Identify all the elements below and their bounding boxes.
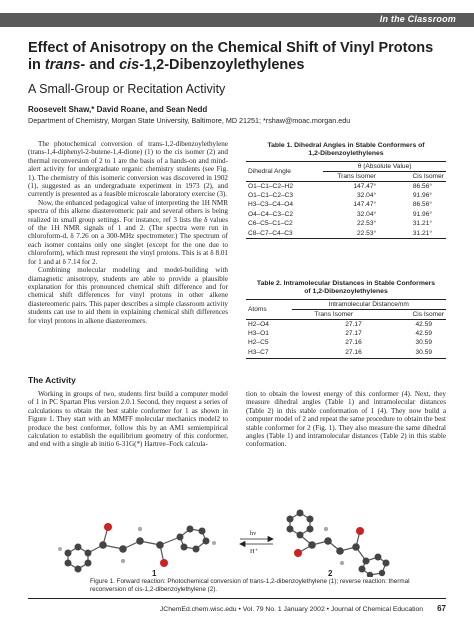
table-row: H3–O1 27.17 42.59: [248, 329, 432, 337]
table-2-grid: [246, 299, 446, 359]
activity-column-left: [28, 390, 228, 449]
table-2: [246, 280, 446, 359]
article-affiliation: Department of Chemistry, Morgan State University, Baltimore, MD 21251; *rshaw@moac.morgan.edu: [28, 116, 351, 125]
table-row: H2–C5 27.16 30.59: [248, 339, 432, 347]
table-2-col-cis: Cis Isomer: [412, 311, 444, 318]
table-row: C8–C7–C4–C3 22.53° 31.21°: [246, 229, 446, 239]
table-row: O1–C1–C2–C3 32.04° 91.96°: [248, 191, 432, 199]
journal-citation: JChemEd.chem.wisc.edu • Vol. 79 No. 1 January 2002 • Journal of Chemical Education: [159, 606, 424, 613]
section-header-bar: [0, 13, 474, 27]
table-row: H2–O4 27.17 42.59: [248, 320, 432, 328]
table-1-col-group: θ (Absolute Value): [323, 162, 446, 172]
intro-column: [28, 140, 228, 325]
cis-molecule-atoms: [287, 510, 390, 578]
intro-paragraph-2: Now, the enhanced pedagogical value of interpreting the 1H NMR spectra of this alkene diastereomeric pair and several others is being realized in small group settings. For instance, ref 3 lists the δ values of the 1H NMR signals of 1 and 2. (The spectra were run in chloroform-d, δ 7.26 on a 300-MHz spectrometer.) The spectrum of each isomer contains only one singlet (except for the one due to chloroform), which must represent the vinyl protons. This is at δ 8.01 for 1 and at δ 7.14 for 2.: [28, 198, 228, 266]
table-2-col-group: Intramolecular Distance/nm: [292, 300, 446, 310]
table-1-col-trans: Trans Isomer: [337, 173, 376, 180]
reaction-scheme: [28, 505, 446, 577]
table-2-col-trans: Trans Isomer: [314, 311, 353, 318]
title-and: and: [85, 57, 120, 73]
table-row: O1–C1–C2–H2 147.47° 86.56°: [248, 182, 432, 190]
title-compound: 1,2-Dibenzoylethylenes: [144, 57, 305, 73]
reaction-arrows: [240, 537, 273, 547]
activity-paragraph-2: tion to obtain the lowest energy of this conformer (4). Next, they measure dihedral angles (Table 1) and intramolecular distances (Table 2) in this stable conformation of 1 (4). They now build a computer model of 2 and repeat the same procedure to obtain the best stable conformer for 2 (Fig. 1). They also measure the same dihedral angles (Table 1) and intramolecular distances (Table 2) in this stable conformation.: [246, 390, 446, 449]
table-2-col-label: Atoms: [248, 306, 267, 313]
section-tag: In the Classroom: [379, 14, 456, 24]
article-authors: Roosevelt Shaw,* David Roane, and Sean Nedd: [28, 105, 208, 114]
footer-divider: [28, 598, 446, 599]
figure-1-caption: Figure 1. Forward reaction: Photochemical conversion of trans-1,2-dibenzoylethylene (1); reverse reaction: thermal reconversion of cis-1,2-dibenzoylethylene (2).: [90, 578, 410, 593]
reverse-arrow-label: H⁺: [250, 548, 259, 555]
title-in: in: [28, 57, 45, 73]
title-trans: trans-: [44, 57, 86, 73]
page-number: 67: [437, 604, 446, 613]
page-footer: [28, 604, 446, 613]
compound-2-label: 2: [328, 569, 333, 577]
compound-1-label: 1: [152, 569, 157, 577]
activity-paragraph-1: Working in groups of two, students first build a computer model of 1 in PC Spartan Plus version 2.0.1 Second, they request a series of calculations to obtain the best stable conformer for 1 as shown in Figure 1. They start with an MMFF molecular mechanics model2 to produce the best conformer, follow this by an AM1 semiempirical calculation to establish the equilibrium geometry of this conformer, and end with a single ab initio 6-31G(*) Hartree–Fock calcula-: [28, 390, 228, 449]
title-line-1: Effect of Anisotropy on the Chemical Shift of Vinyl Protons: [28, 40, 434, 56]
table-row: C6–C5–C1–C2 22.53° 31.21°: [248, 220, 432, 228]
table-1-caption: Table 1. Dihedral Angles in Stable Conformers of 1,2-Dibenzoylethylenes: [267, 142, 425, 157]
table-row: O4–C4–C3–C2 32.04° 91.96°: [248, 210, 432, 218]
table-2-caption: Table 2. Intramolecular Distances in Stable Conformers of 1,2-Dibenzoylethylenes: [256, 280, 436, 295]
title-cis: cis-: [119, 57, 145, 73]
activity-column-right: [246, 390, 446, 449]
figure-1: [28, 505, 446, 577]
table-1-grid: [246, 161, 446, 239]
intro-paragraph-1: The photochemical conversion of trans-1,2-dibenzoylethylene (trans-1,4-diphenyl-2-butene-1,4-dione) (1) to the cis isomer (2) and thermal reconversion of 2 to 1 are the basis of a hands-on and mind-alert activity for undergraduate organic chemistry students (see Fig. 1). The chemistry of this isomeric conversion was discovered in 1902 (1), suggested as an undergraduate experiment in 1973 (2), and currently is presented as a feasible microscale laboratory exercise (3).: [28, 140, 228, 199]
table-row: H3–C3–C4–O4 147.47° 86.56°: [248, 201, 432, 209]
title-line-2: [28, 57, 448, 74]
trans-molecule-atoms: [58, 523, 216, 573]
table-1: [246, 142, 446, 239]
cis-molecule-model: [290, 513, 386, 575]
activity-heading: The Activity: [28, 375, 76, 385]
forward-arrow-label: hν: [250, 530, 257, 537]
intro-paragraph-3: Combining molecular modeling and model-building with diamagnetic anisotropy, students are able to provide a plausible explanation for this pronounced chemical shift difference and for chemical shift differences for vinyl protons in other alkene diastereomeric pairs. This paper describes a simple classroom activity students can use to aid them in explaining chemical shift differences for vinyl protons in alkene diastereomers.: [28, 266, 228, 325]
table-1-col-label: Dihedral Angle: [248, 168, 291, 175]
article-subtitle: A Small-Group or Recitation Activity: [28, 82, 226, 96]
table-row: H3–C7 27.16 30.59: [246, 348, 446, 358]
table-1-col-cis: Cis Isomer: [412, 173, 444, 180]
article-title: [28, 40, 448, 74]
